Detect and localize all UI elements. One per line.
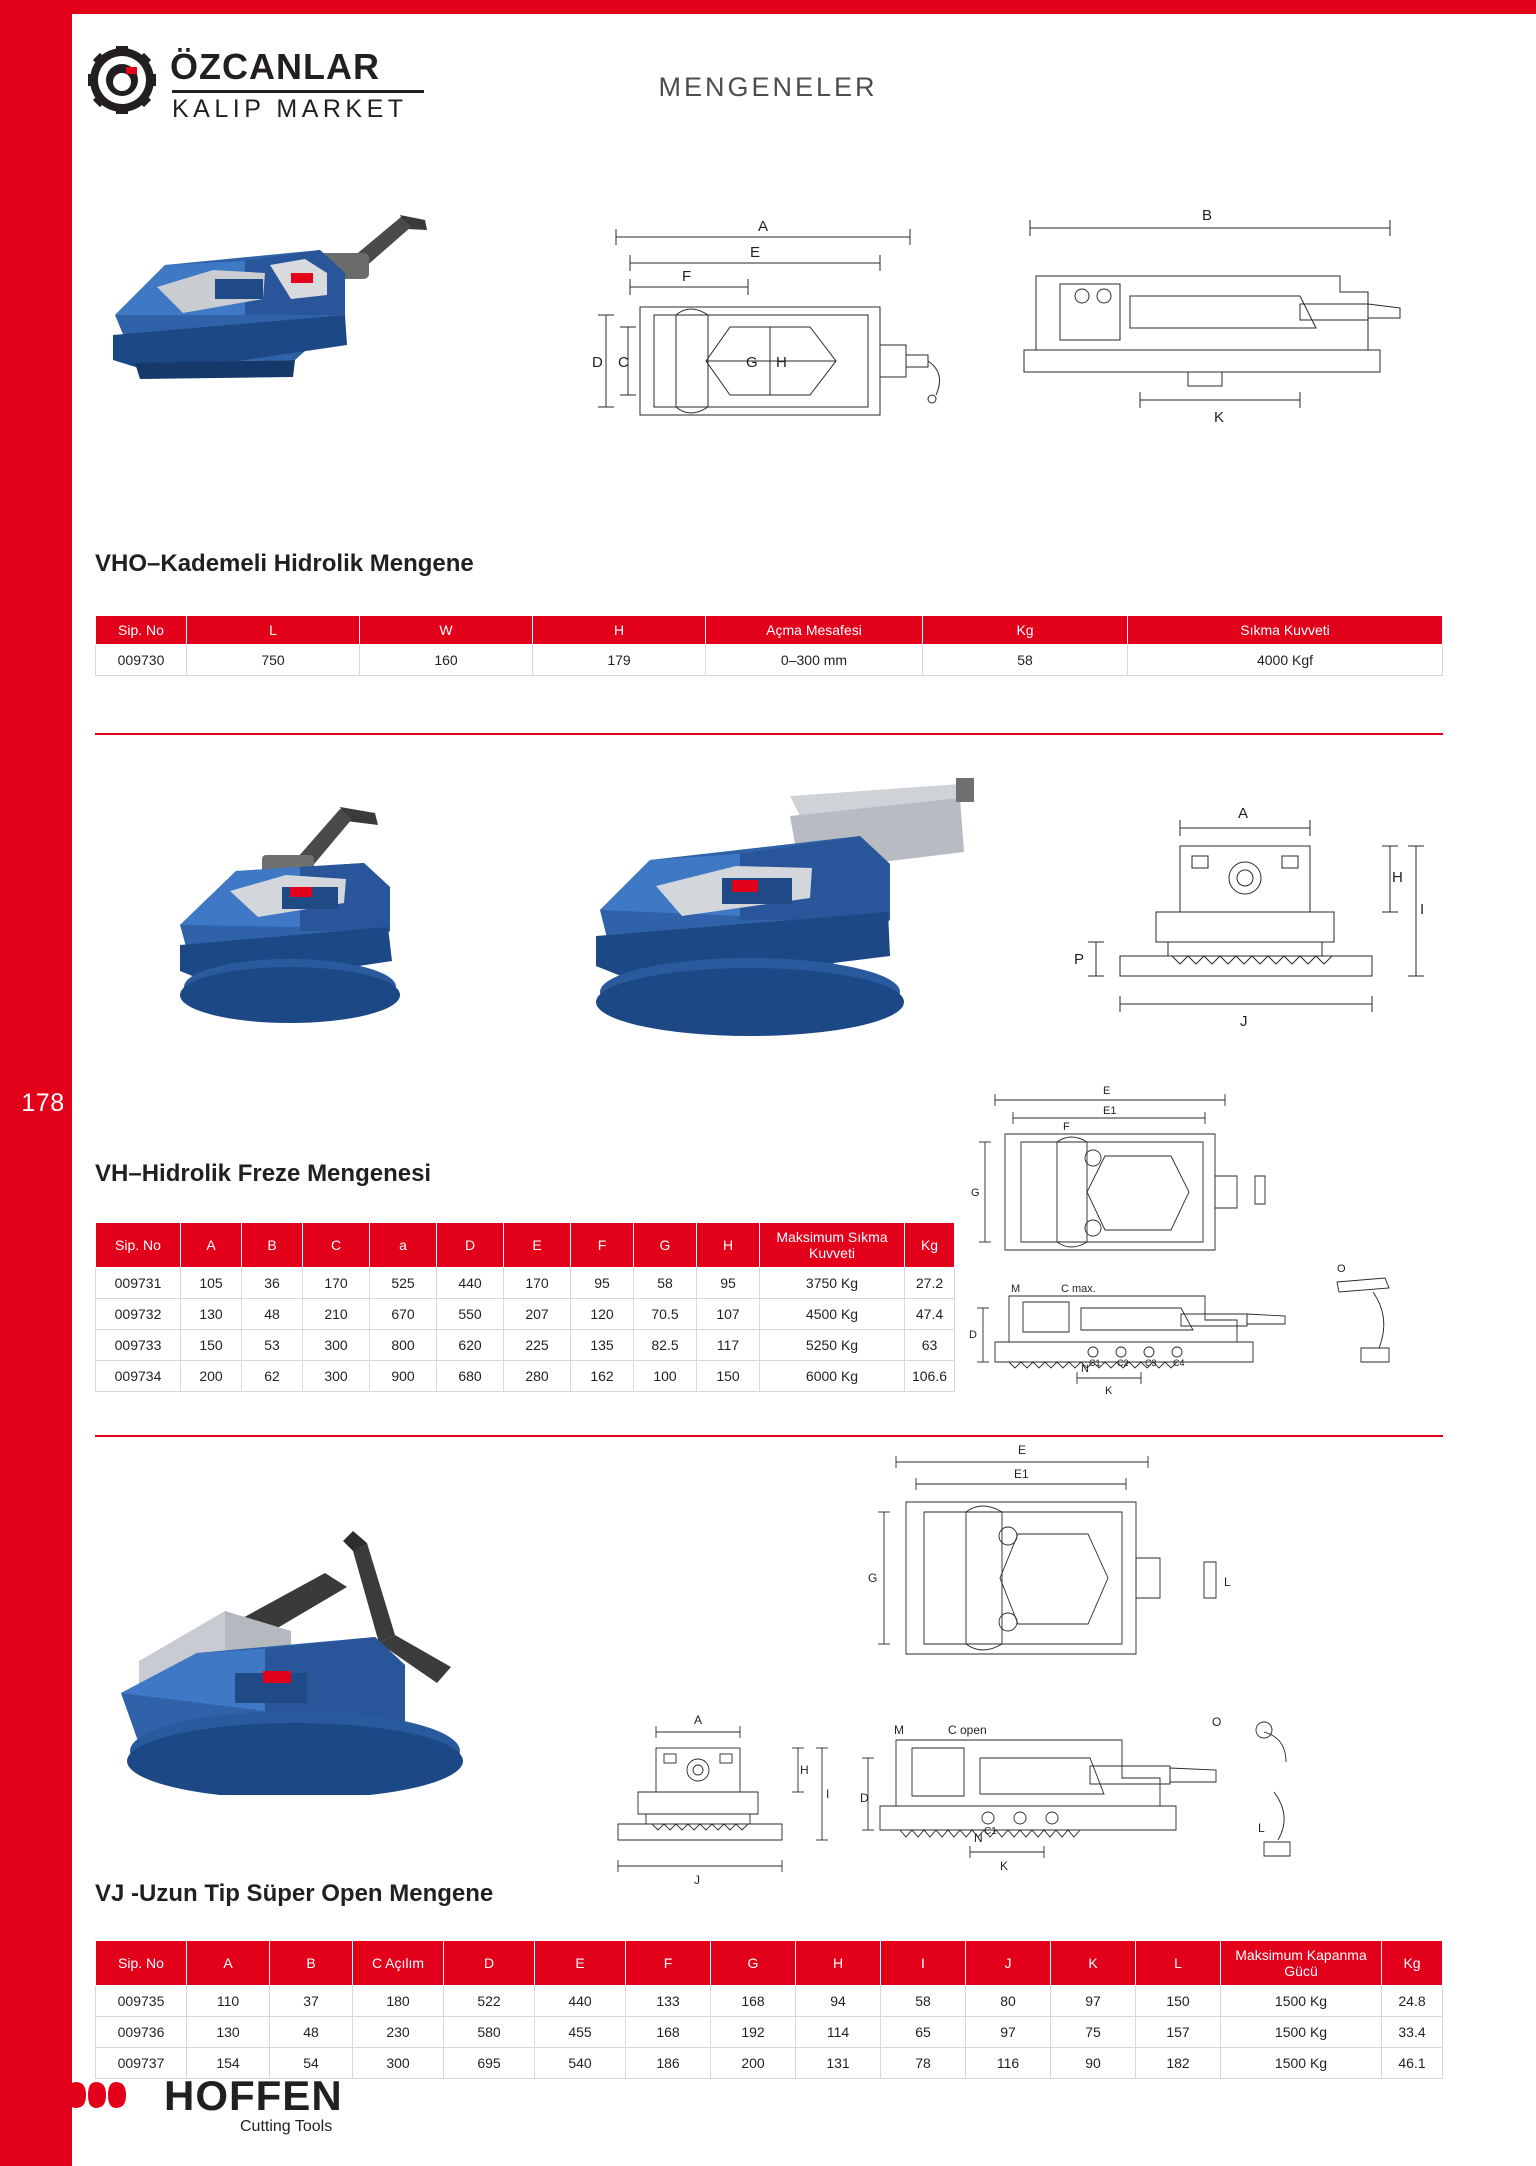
technical-drawing-vho-top xyxy=(580,215,960,445)
cell: 116 xyxy=(966,2048,1051,2079)
col-header: C Açılım xyxy=(353,1941,444,1986)
cell: 230 xyxy=(353,2017,444,2048)
svg-text:O: O xyxy=(1337,1263,1346,1275)
svg-text:M: M xyxy=(1011,1283,1021,1295)
col-header: L xyxy=(187,616,360,645)
svg-text:G: G xyxy=(868,1571,878,1585)
col-header: F xyxy=(571,1223,634,1268)
svg-text:D: D xyxy=(969,1329,977,1341)
cell: 1500 Kg xyxy=(1221,2048,1382,2079)
col-header: E xyxy=(504,1223,571,1268)
col-header: W xyxy=(360,616,533,645)
cell: 65 xyxy=(881,2017,966,2048)
col-header: C xyxy=(303,1223,370,1268)
section-divider-1 xyxy=(95,733,1443,735)
col-header: A xyxy=(181,1223,242,1268)
cell: 133 xyxy=(626,1986,711,2017)
cell: 192 xyxy=(711,2017,796,2048)
cell: 525 xyxy=(370,1268,437,1299)
svg-text:C1: C1 xyxy=(1089,1358,1101,1368)
cell: 97 xyxy=(1051,1986,1136,2017)
cell: 27.2 xyxy=(905,1268,955,1299)
cell: 1500 Kg xyxy=(1221,1986,1382,2017)
cell: 105 xyxy=(181,1268,242,1299)
cell: 440 xyxy=(437,1268,504,1299)
technical-drawing-vh-detail xyxy=(965,1080,1445,1400)
cell: 225 xyxy=(504,1330,571,1361)
cell: 800 xyxy=(370,1330,437,1361)
cell: 63 xyxy=(905,1330,955,1361)
svg-text:F: F xyxy=(682,268,692,285)
svg-text:A: A xyxy=(694,1713,703,1727)
cell: 150 xyxy=(697,1361,760,1392)
technical-drawing-vho-side xyxy=(1000,200,1420,440)
col-header: D xyxy=(444,1941,535,1986)
cell: 117 xyxy=(697,1330,760,1361)
cell-acma: 0–300 mm xyxy=(706,645,923,676)
cell: 70.5 xyxy=(634,1299,697,1330)
cell: 100 xyxy=(634,1361,697,1392)
col-header: Maksimum Sıkma Kuvveti xyxy=(760,1223,905,1268)
svg-text:C1: C1 xyxy=(984,1826,997,1837)
cell-h: 179 xyxy=(533,645,706,676)
spec-table-vho xyxy=(95,615,1443,676)
cell: 150 xyxy=(181,1330,242,1361)
spec-table-vj xyxy=(95,1940,1443,2079)
cell: 200 xyxy=(711,2048,796,2079)
col-header: E xyxy=(535,1941,626,1986)
col-header: Sip. No xyxy=(96,1941,187,1986)
svg-text:C open: C open xyxy=(948,1723,987,1737)
svg-text:D: D xyxy=(592,354,603,371)
col-header: Sıkma Kuvveti xyxy=(1128,616,1443,645)
section-title-vho: VHO–Kademeli Hidrolik Mengene xyxy=(95,550,474,577)
svg-text:E: E xyxy=(1018,1443,1027,1457)
col-header: F xyxy=(626,1941,711,1986)
col-header: H xyxy=(533,616,706,645)
top-red-bar xyxy=(0,0,1536,14)
cell: 107 xyxy=(697,1299,760,1330)
cell: 900 xyxy=(370,1361,437,1392)
table-header-row xyxy=(96,1941,1443,1986)
table-row xyxy=(96,2017,1443,2048)
col-header: B xyxy=(270,1941,353,1986)
cell: 620 xyxy=(437,1330,504,1361)
cell: 135 xyxy=(571,1330,634,1361)
cell: 97 xyxy=(966,2017,1051,2048)
col-header: Kg xyxy=(905,1223,955,1268)
product-photo-vh-right xyxy=(560,760,980,1060)
svg-text:C max.: C max. xyxy=(1061,1283,1096,1295)
footer-brand-name: HOFFEN xyxy=(164,2072,343,2119)
cell: 157 xyxy=(1136,2017,1221,2048)
cell: 009731 xyxy=(96,1268,181,1299)
svg-text:H: H xyxy=(800,1763,809,1777)
col-header: a xyxy=(370,1223,437,1268)
cell-w: 160 xyxy=(360,645,533,676)
cell-kg: 58 xyxy=(923,645,1128,676)
svg-text:I: I xyxy=(1420,901,1425,918)
table-row xyxy=(96,645,1443,676)
cell: 154 xyxy=(187,2048,270,2079)
cell: 009737 xyxy=(96,2048,187,2079)
svg-text:C3: C3 xyxy=(1145,1358,1157,1368)
col-header: Sip. No xyxy=(96,1223,181,1268)
cell: 46.1 xyxy=(1382,2048,1443,2079)
cell: 009735 xyxy=(96,1986,187,2017)
cell: 186 xyxy=(626,2048,711,2079)
cell: 37 xyxy=(270,1986,353,2017)
cell: 62 xyxy=(242,1361,303,1392)
svg-text:C2: C2 xyxy=(1117,1358,1129,1368)
technical-drawing-vh-front xyxy=(1060,800,1440,1040)
table-row xyxy=(96,1268,955,1299)
cell: 680 xyxy=(437,1361,504,1392)
col-header: G xyxy=(711,1941,796,1986)
technical-drawing-vj-side xyxy=(860,1700,1360,1920)
cell: 170 xyxy=(504,1268,571,1299)
cell-l: 750 xyxy=(187,645,360,676)
svg-text:C4: C4 xyxy=(1173,1358,1185,1368)
product-photo-vh-left xyxy=(150,775,460,1055)
svg-text:K: K xyxy=(1000,1859,1009,1873)
cell: 33.4 xyxy=(1382,2017,1443,2048)
cell: 94 xyxy=(796,1986,881,2017)
svg-text:N: N xyxy=(1081,1363,1089,1375)
col-header: B xyxy=(242,1223,303,1268)
svg-text:E1: E1 xyxy=(1103,1105,1117,1117)
col-header: Sip. No xyxy=(96,616,187,645)
col-header: G xyxy=(634,1223,697,1268)
col-header: H xyxy=(697,1223,760,1268)
cell: 180 xyxy=(353,1986,444,2017)
cell: 80 xyxy=(966,1986,1051,2017)
cell: 130 xyxy=(187,2017,270,2048)
cell: 47.4 xyxy=(905,1299,955,1330)
cell: 300 xyxy=(353,2048,444,2079)
svg-text:H: H xyxy=(1392,869,1403,886)
section-title-vj: VJ -Uzun Tip Süper Open Mengene xyxy=(95,1880,494,1907)
cell: 120 xyxy=(571,1299,634,1330)
svg-text:B: B xyxy=(1202,207,1213,224)
svg-text:C: C xyxy=(618,354,629,371)
cell: 200 xyxy=(181,1361,242,1392)
cell-sikma: 4000 Kgf xyxy=(1128,645,1443,676)
svg-text:K: K xyxy=(1105,1385,1113,1397)
footer-tagline: Cutting Tools xyxy=(240,2118,333,2135)
cell: 3750 Kg xyxy=(760,1268,905,1299)
table-row xyxy=(96,1330,955,1361)
section-title-vh: VH–Hidrolik Freze Mengenesi xyxy=(95,1160,432,1187)
svg-text:E1: E1 xyxy=(1014,1467,1029,1481)
cell: 48 xyxy=(270,2017,353,2048)
svg-text:G: G xyxy=(971,1187,980,1199)
svg-text:J: J xyxy=(694,1873,700,1887)
cell: 009733 xyxy=(96,1330,181,1361)
cell: 4500 Kg xyxy=(760,1299,905,1330)
col-header: I xyxy=(881,1941,966,1986)
section-divider-2 xyxy=(95,1435,1443,1437)
svg-text:A: A xyxy=(758,218,769,235)
cell: 95 xyxy=(697,1268,760,1299)
cell: 82.5 xyxy=(634,1330,697,1361)
product-photo-vho xyxy=(95,195,455,385)
cell: 1500 Kg xyxy=(1221,2017,1382,2048)
col-header: Kg xyxy=(1382,1941,1443,1986)
cell: 90 xyxy=(1051,2048,1136,2079)
col-header: K xyxy=(1051,1941,1136,1986)
cell: 009732 xyxy=(96,1299,181,1330)
cell: 009734 xyxy=(96,1361,181,1392)
cell-sip-no: 009730 xyxy=(96,645,187,676)
svg-text:P: P xyxy=(1074,951,1085,968)
cell: 455 xyxy=(535,2017,626,2048)
cell: 210 xyxy=(303,1299,370,1330)
page-number-badge: 178 xyxy=(14,1075,72,1131)
cell: 300 xyxy=(303,1361,370,1392)
cell: 670 xyxy=(370,1299,437,1330)
svg-text:F: F xyxy=(1063,1121,1070,1133)
cell: 48 xyxy=(242,1299,303,1330)
cell: 58 xyxy=(634,1268,697,1299)
cell: 5250 Kg xyxy=(760,1330,905,1361)
cell: 106.6 xyxy=(905,1361,955,1392)
technical-drawing-vj-top xyxy=(860,1440,1280,1740)
cell: 54 xyxy=(270,2048,353,2079)
cell: 522 xyxy=(444,1986,535,2017)
cell: 280 xyxy=(504,1361,571,1392)
svg-text:L: L xyxy=(1224,1575,1231,1589)
svg-text:E: E xyxy=(1103,1085,1111,1097)
page-title: MENGENELER xyxy=(658,72,878,102)
cell: 53 xyxy=(242,1330,303,1361)
svg-text:J: J xyxy=(1240,1013,1248,1030)
cell: 540 xyxy=(535,2048,626,2079)
technical-drawing-vj-front xyxy=(590,1710,870,1910)
col-header: A xyxy=(187,1941,270,1986)
table-header-row xyxy=(96,616,1443,645)
cell: 695 xyxy=(444,2048,535,2079)
cell: 75 xyxy=(1051,2017,1136,2048)
col-header: L xyxy=(1136,1941,1221,1986)
cell: 550 xyxy=(437,1299,504,1330)
logo-primary-text: ÖZCANLAR xyxy=(170,46,380,87)
cell: 95 xyxy=(571,1268,634,1299)
svg-text:D: D xyxy=(860,1791,869,1805)
svg-text:H: H xyxy=(776,354,787,371)
cell: 207 xyxy=(504,1299,571,1330)
svg-text:L: L xyxy=(1258,1821,1265,1835)
cell: 168 xyxy=(711,1986,796,2017)
logo-secondary-text: KALIP MARKET xyxy=(172,95,408,123)
col-header: Kg xyxy=(923,616,1128,645)
cell: 24.8 xyxy=(1382,1986,1443,2017)
cell: 170 xyxy=(303,1268,370,1299)
cell: 131 xyxy=(796,2048,881,2079)
cell: 78 xyxy=(881,2048,966,2079)
cell: 300 xyxy=(303,1330,370,1361)
svg-text:G: G xyxy=(746,354,758,371)
cell: 580 xyxy=(444,2017,535,2048)
cell: 162 xyxy=(571,1361,634,1392)
col-header: Açma Mesafesi xyxy=(706,616,923,645)
col-header: Maksimum Kapanma Gücü xyxy=(1221,1941,1382,1986)
svg-text:A: A xyxy=(1238,805,1249,822)
cell: 6000 Kg xyxy=(760,1361,905,1392)
cell: 114 xyxy=(796,2017,881,2048)
svg-text:E: E xyxy=(750,244,761,261)
cell: 440 xyxy=(535,1986,626,2017)
table-row xyxy=(96,1986,1443,2017)
svg-text:O: O xyxy=(1212,1715,1222,1729)
product-photo-vj xyxy=(85,1495,525,1795)
footer-logo xyxy=(72,2072,372,2136)
cell: 168 xyxy=(626,2017,711,2048)
col-header: D xyxy=(437,1223,504,1268)
col-header: J xyxy=(966,1941,1051,1986)
spec-table-vh xyxy=(95,1222,955,1392)
cell: 110 xyxy=(187,1986,270,2017)
svg-text:I: I xyxy=(826,1787,830,1801)
cell: 009736 xyxy=(96,2017,187,2048)
svg-text:M: M xyxy=(894,1723,904,1737)
col-header: H xyxy=(796,1941,881,1986)
cell: 58 xyxy=(881,1986,966,2017)
cell: 150 xyxy=(1136,1986,1221,2017)
cell: 130 xyxy=(181,1299,242,1330)
svg-text:N: N xyxy=(974,1831,983,1845)
svg-text:K: K xyxy=(1214,409,1225,426)
table-row xyxy=(96,1299,955,1330)
cell: 182 xyxy=(1136,2048,1221,2079)
table-row xyxy=(96,1361,955,1392)
cell: 36 xyxy=(242,1268,303,1299)
table-header-row xyxy=(96,1223,955,1268)
hoffen-mark-icon xyxy=(72,2078,152,2112)
